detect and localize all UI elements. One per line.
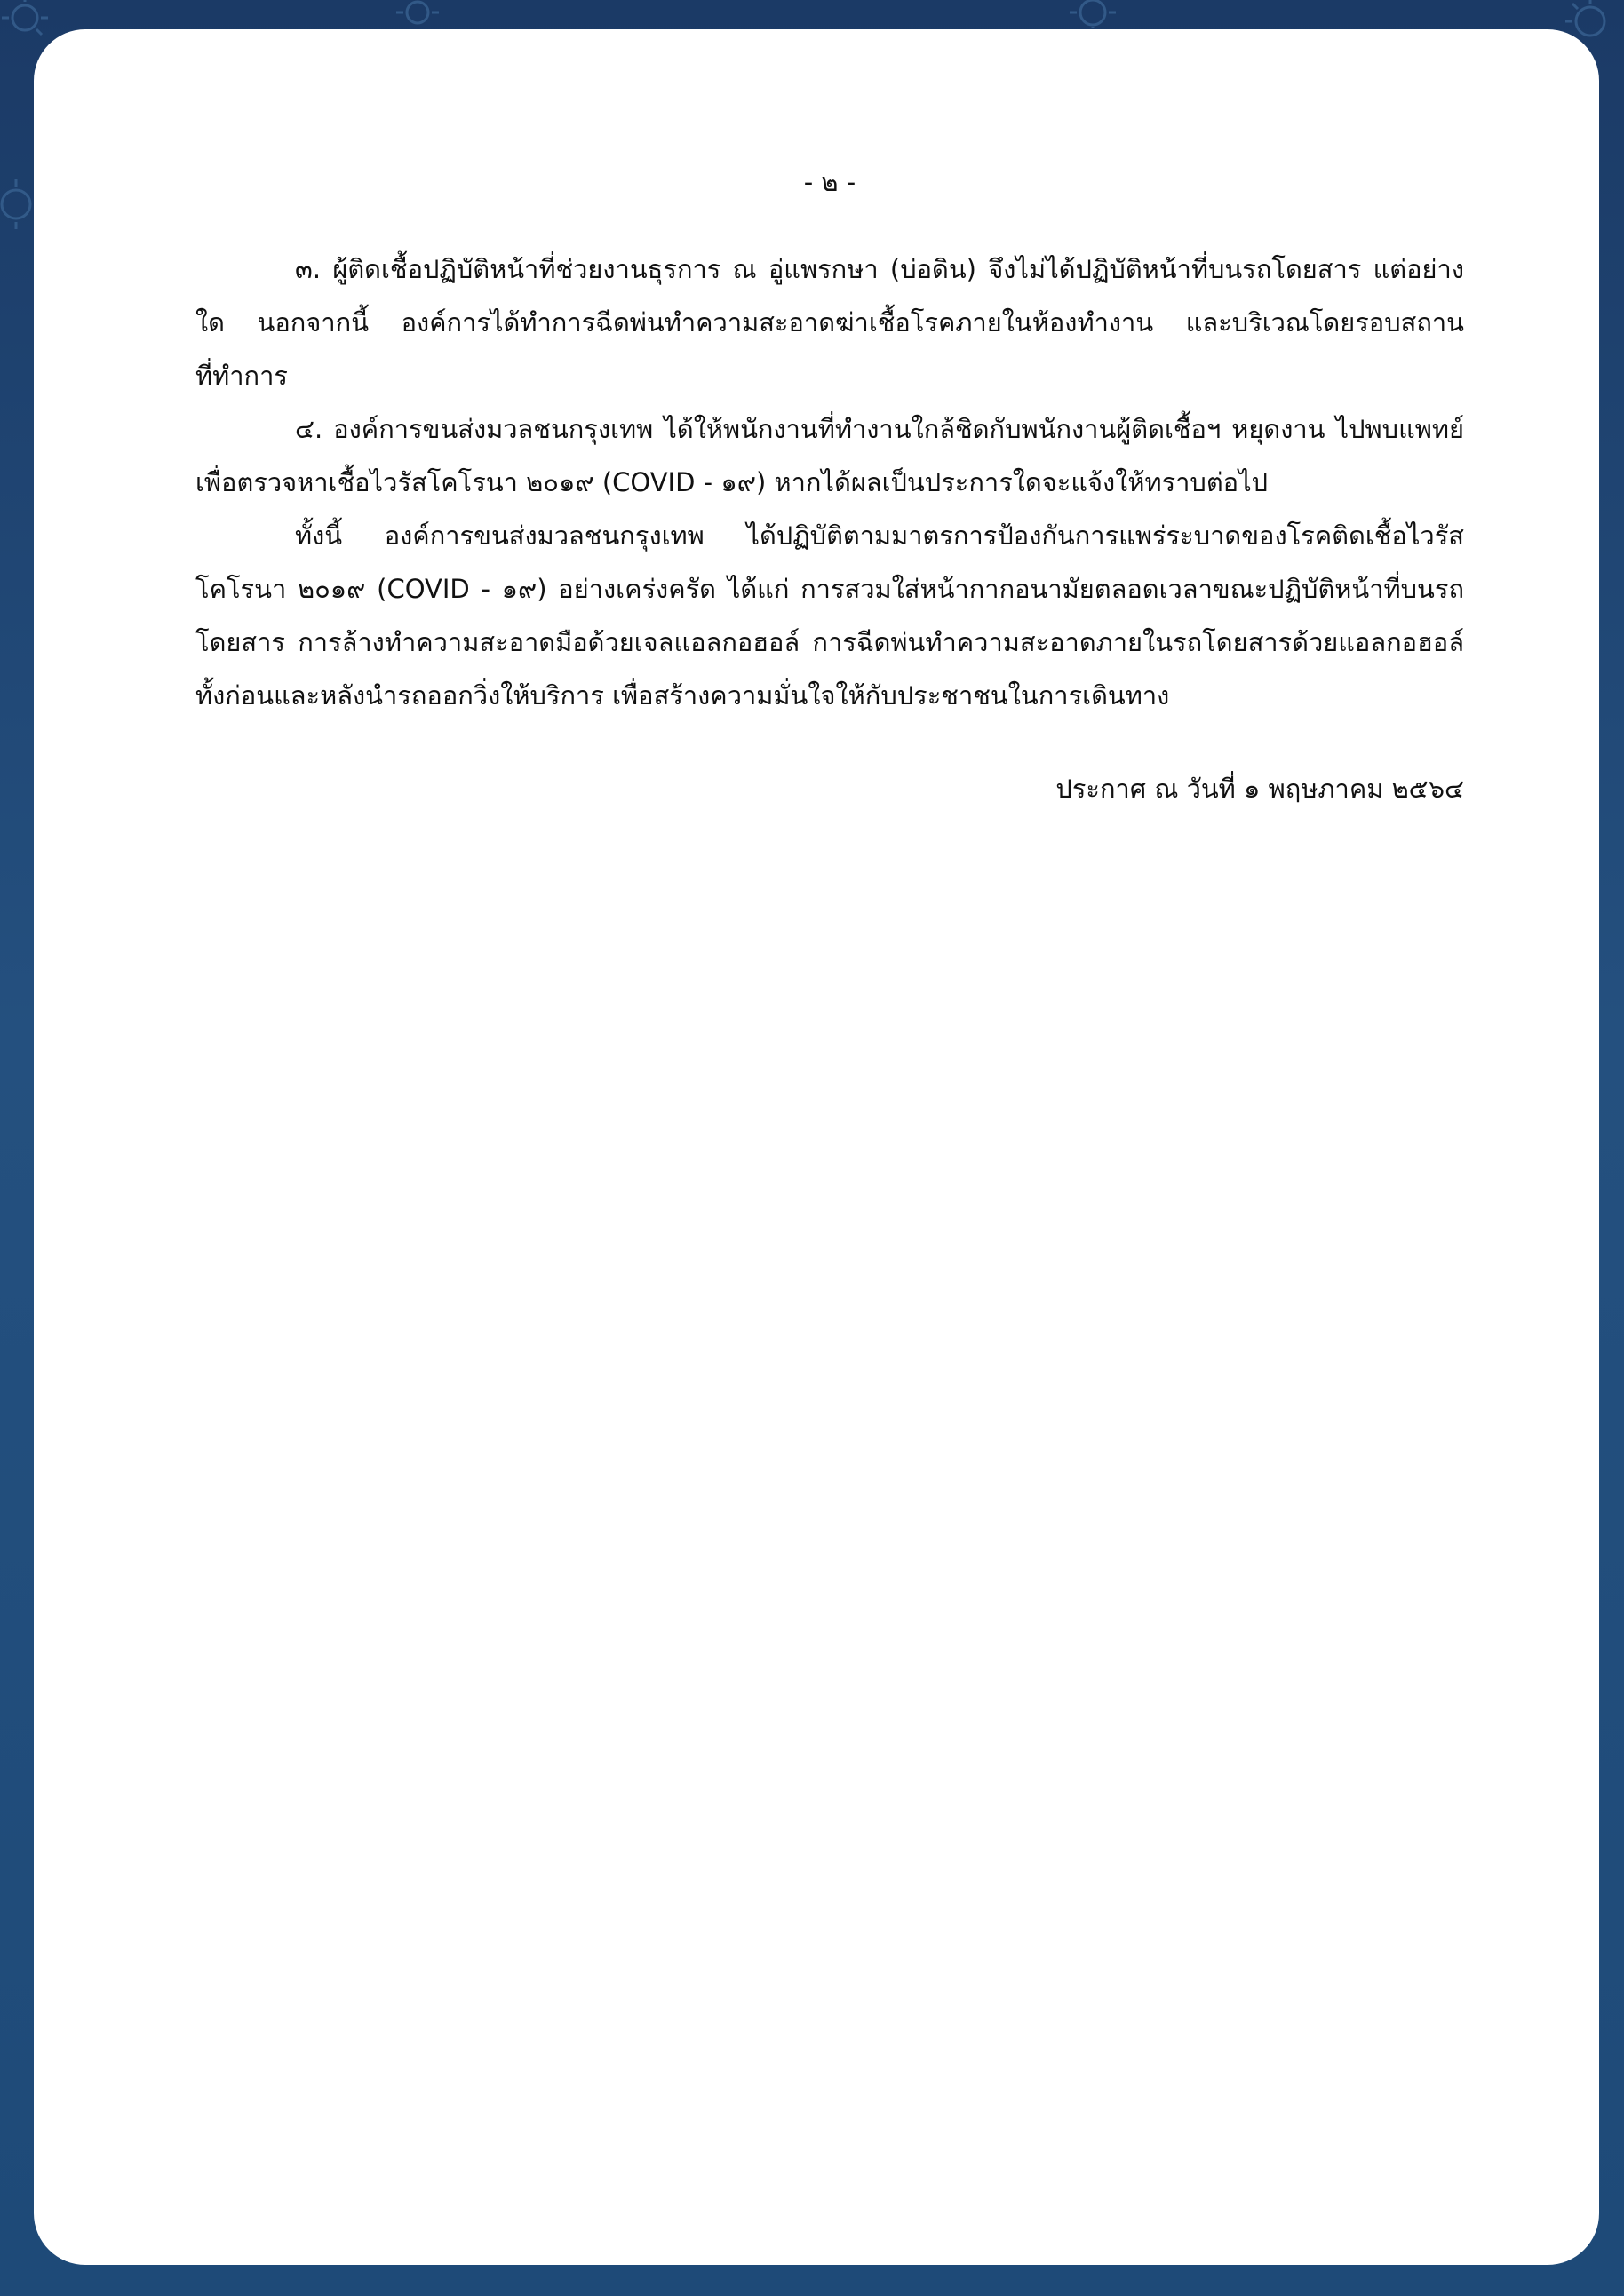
document-body [195, 155, 1464, 815]
virus-icon [396, 0, 439, 23]
virus-icon [1565, 0, 1604, 36]
document-page [34, 29, 1599, 2265]
virus-icon [1070, 0, 1116, 28]
page-number: - ๒ - [803, 167, 856, 197]
paragraph-closing: ทั้งนี้ องค์การขนส่งมวลชนกรุงเทพ ได้ปฏิบัติตามมาตรการป้องกันการแพร่ระบาดของโรคติดเชื้อไวรัสโคโรนา ๒๐๑๙ (COVID - ๑๙) อย่างเคร่งครัด ได้แก่ การสวมใส่หน้ากากอนามัยตลอดเวลาขณะปฏิบัติหน้าที่บนรถโดยสาร การล้างทำความสะอาดมือด้วยเจลแอลกอฮอล์ การฉีดพ่นทำความสะอาดภายในรถโดยสารด้วยแอลกอฮอล์ ทั้งก่อนและหลังนำรถออกวิ่งให้บริการ เพื่อสร้างความมั่นใจให้กับประชาชนในการเดินทาง [195, 520, 1464, 711]
virus-icon [2, 0, 48, 35]
paragraph-item-3: ๓. ผู้ติดเชื้อปฏิบัติหน้าที่ช่วยงานธุรการ ณ อู่แพรกษา (บ่อดิน) จึงไม่ได้ปฏิบัติหน้าที่บนรถโดยสาร แต่อย่างใด นอกจากนี้ องค์การได้ทำการฉีดพ่นทำความสะอาดฆ่าเชื้อโรคภายในห้องทำงาน และบริเวณโดยรอบสถานที่ทำการ [195, 254, 1464, 391]
paragraph-item-4: ๔. องค์การขนส่งมวลชนกรุงเทพ ได้ให้พนักงานที่ทำงานใกล้ชิดกับพนักงานผู้ติดเชื้อฯ หยุดงาน ไปพบแพทย์ เพื่อตรวจหาเชื้อไวรัสโคโรนา ๒๐๑๙ (COVID - ๑๙) หากได้ผลเป็นประการใดจะแจ้งให้ทราบต่อไป [195, 414, 1464, 497]
announcement-date: ประกาศ ณ วันที่ ๑ พฤษภาคม ๒๕๖๔ [1055, 774, 1464, 804]
virus-icon [2, 179, 30, 229]
